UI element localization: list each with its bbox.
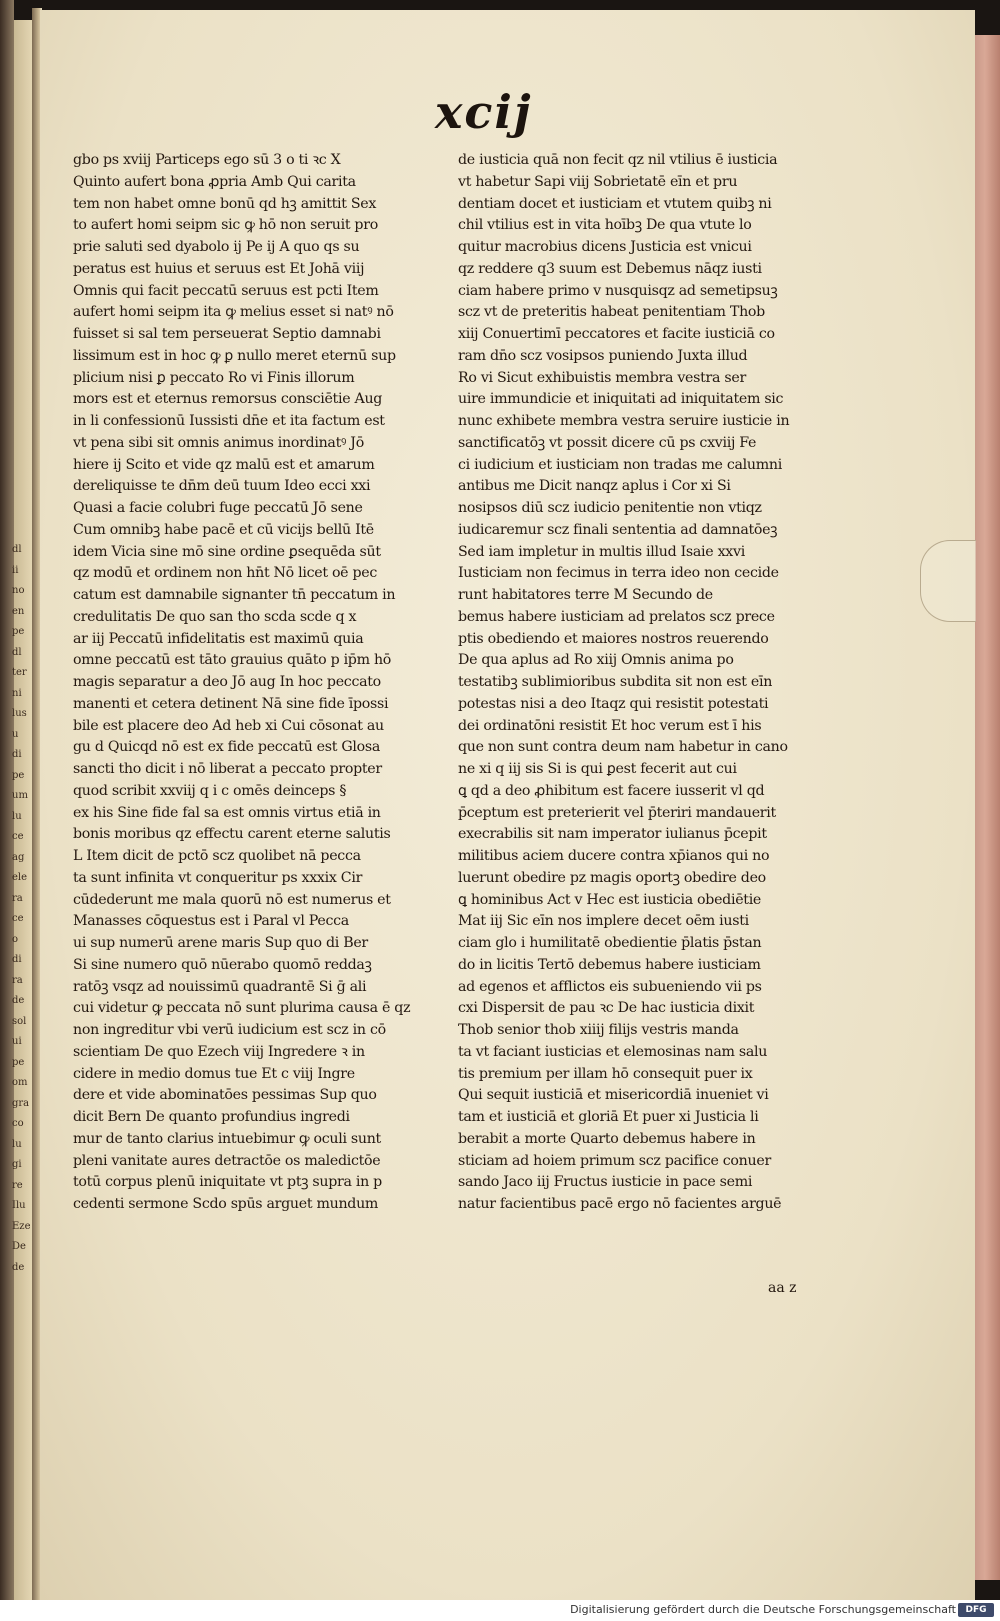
text-line: Manasses cōquestus est i Paral vl Pecca (73, 913, 349, 930)
margin-fragment: pe (12, 626, 25, 637)
margin-fragment: gra (12, 1097, 30, 1109)
folio-number: xcij (435, 85, 533, 139)
signature-mark: aa z (768, 1280, 797, 1296)
margin-fragment: om (12, 1077, 28, 1088)
text-line: p̄ceptum est preterierit vel p̄teriri mandauerit (458, 804, 776, 821)
margin-fragment: di (12, 749, 22, 760)
text-line: sanctificatōꝫ vt possit dicere cū ps cxviij Fe (458, 434, 757, 451)
text-line: runt habitatores terre M Secundo de (458, 587, 713, 603)
margin-fragment: ui (12, 1036, 22, 1047)
text-line: que non sunt contra deum nam habetur in cano (458, 739, 788, 756)
text-line: ꝗ qd a deo ꝓhibitum est facere iusserit vl qd (458, 782, 765, 799)
text-line: bile est placere deo Ad heb xi Cui cōsonat au (73, 717, 384, 734)
text-line: vt pena sibi sit omnis animus inordinatꝰ Jō (73, 434, 364, 451)
text-line: tem non habet omne bonū qd hꝫ amittit Sex (73, 195, 377, 212)
text-line: execrabilis sit nam imperator iulianus p̄cepit (458, 826, 767, 843)
text-line: lissimum est in hoc ꝙ ꝑ nullo meret eternū sup (73, 347, 396, 364)
text-line: ꝗ hominibus Act v Hec est iusticia obediētie (458, 891, 762, 908)
text-line: qz modū et ordinem non hn̄t Nō licet oē pec (73, 565, 378, 582)
text-line: militibus aciem ducere contra xp̄ianos qui no (458, 848, 770, 864)
text-line: mur de tanto clarius intuebimur ꝙ oculi sunt (73, 1130, 381, 1147)
text-line: dentiam docet et iusticiam et vtutem quibꝫ ni (458, 195, 772, 212)
text-line: Omnis qui facit peccatū seruus est pcti Item (73, 282, 379, 299)
text-line: do in licitis Tertō debemus habere iusticiam (458, 956, 761, 973)
text-line: ratōꝫ vsqz ad nouissimū quadrantē Si ḡ ali (73, 978, 367, 995)
text-line: prie saluti sed dyabolo ij Pe ij A quo qs su (73, 239, 360, 255)
text-line: quitur macrobius dicens Justicia est vnicui (458, 239, 752, 255)
text-line: tam et iusticiā et gloriā Et puer xi Justicia li (458, 1109, 759, 1125)
text-line: mors est et eternus remorsus consciētie Aug (73, 391, 383, 408)
text-line: ta vt faciant iusticias et elemosinas nam salu (458, 1043, 768, 1060)
funding-credit: Digitalisierung gefördert durch die Deutsche Forschungsgemeinschaft (570, 1603, 956, 1616)
text-line: natur facientibus pacē ergo nō facientes arguē (458, 1196, 782, 1212)
text-line: non ingreditur vbi verū iudicium est scz in cō (73, 1022, 386, 1038)
text-line: gu d Quicqd nō est ex fide peccatū est Glosa (73, 739, 381, 756)
margin-fragment: pe (12, 769, 25, 781)
text-line: ad egenos et afflictos eis subueniendo vii ps (458, 978, 762, 995)
text-column-left (73, 150, 443, 1216)
page-clip-mark (920, 540, 976, 622)
text-line: testatibꝫ sublimioribus subdita sit non est eīn (458, 674, 773, 690)
text-line: Quinto aufert bona ꝓpria Amb Qui carita (73, 173, 356, 190)
page-edge-red (975, 35, 1000, 1580)
text-line: totū corpus plenū iniquitate vt ptꝫ supra in p (73, 1174, 382, 1191)
text-line: hiere ij Scito et vide qz malū est et amarum (73, 456, 375, 473)
text-line: Qui sequit iusticiā et misericordiā inueniet vi (458, 1087, 769, 1104)
footer-bar (0, 1600, 1000, 1621)
margin-fragment: pe (12, 1056, 25, 1068)
margin-fragment: lu (12, 1138, 22, 1150)
text-line: Sed iam impletur in multis illud Isaie xxvi (458, 543, 745, 560)
text-line: quod scribit xxviij q i c omēs deinceps § (73, 782, 347, 799)
text-line: to aufert homi seipm sic ꝙ hō non seruit pro (73, 217, 378, 234)
margin-fragment: dl (12, 646, 22, 658)
text-line: omne peccatū est tāto grauius quāto p ip̄m hō (73, 652, 392, 669)
text-line: ex his Sine fide fal sa est omnis virtus etiā in (73, 804, 381, 821)
text-line: Si sine numero quō nūerabo quomō reddaꝫ (73, 956, 372, 973)
text-line: ram dn̄o scz vosipsos puniendo Juxta illud (458, 347, 748, 364)
text-line: ne xi q iij sis Si is qui ꝑest fecerit aut cui (458, 761, 737, 777)
margin-fragment: ter (12, 667, 27, 678)
text-line: potestas nisi a deo Itaqz qui resistit potestati (458, 695, 769, 712)
text-line: qz reddere q3 suum est Debemus nāqz iusti (458, 260, 762, 277)
text-line: Mat iij Sic eīn nos implere decet oēm iusti (458, 913, 749, 930)
text-line: manenti et cetera detinent Nā sine fide īpossi (73, 695, 389, 712)
text-line: aufert homi seipm ita ꝙ melius esset si natꝰ nō (73, 304, 394, 321)
margin-fragment: lus (12, 708, 27, 719)
margin-fragment: sol (12, 1015, 27, 1027)
margin-fragment: ii (12, 564, 19, 576)
margin-fragment: u (12, 728, 19, 740)
margin-fragment: ra (12, 892, 23, 904)
text-line: Iusticiam non fecimus in terra ideo non cecide (458, 565, 779, 582)
text-line: plicium nisi ꝑ peccato Ro vi Finis illorum (73, 369, 355, 386)
text-line: vt habetur Sapi viij Sobrietatē eīn et pru (458, 173, 738, 190)
dfg-logo-icon (958, 1603, 994, 1617)
margin-fragment: dl (12, 544, 22, 555)
text-line: dere et vide abominatōes pessimas Sup quo (73, 1087, 377, 1104)
text-line: Thob senior thob xiiij filijs vestris manda (458, 1022, 739, 1038)
margin-fragment: ele (12, 872, 28, 883)
text-line: dei ordinatōni resistit Et hoc verum est ī his (458, 717, 762, 734)
text-line: peratus est huius et seruus est Et Johā viij (73, 260, 365, 277)
text-line: sancti tho dicit i nō liberat a peccato propter (73, 761, 382, 777)
text-line: iudicaremur scz finali sententia ad damnatōeꝫ (458, 521, 778, 538)
text-line: in li confessionū Iussisti dn̄e et ita factum est (73, 413, 385, 429)
text-line: nunc exhibete membra vestra seruire iusticie in (458, 413, 790, 429)
margin-fragment: De (12, 1241, 26, 1252)
text-line: chil vtilius est in vita hoībꝫ De qua vtute lo (458, 217, 752, 234)
margin-fragment: ce (12, 831, 24, 842)
text-line: cedenti sermone Scdo spūs arguet mundum (73, 1196, 379, 1212)
text-line: ta sunt infinita vt conqueritur ps xxxix Cir (73, 869, 363, 886)
margin-fragment: co (12, 1118, 24, 1129)
text-line: uire immundicie et iniquitati ad iniquitatem sic (458, 391, 784, 408)
margin-fragment: de (12, 1261, 25, 1273)
text-line: nosipsos diū scz iudicio penitentie non vtiqz (458, 500, 762, 516)
text-line: cūdederunt me mala quorū nō est numerus et (73, 891, 391, 908)
text-line: cui videtur ꝙ peccata nō sunt plurima causa ē qz (73, 1000, 411, 1017)
text-line: ar iij Peccatū infidelitatis est maximū quia (73, 630, 364, 647)
text-line: scientiam De quo Ezech viij Ingredere ꝛ in (73, 1043, 365, 1060)
margin-fragment: ce (12, 913, 24, 924)
text-line: idem Vicia sine mō sine ordine ꝑsequēda sūt (73, 543, 381, 560)
margin-fragment: ni (12, 687, 22, 699)
margin-fragment: ag (12, 851, 25, 863)
margin-fragment: re (12, 1179, 23, 1191)
text-line: luerunt obedire pz magis oportꝫ obedire deo (458, 869, 766, 886)
margin-fragment: di (12, 954, 22, 965)
text-line: berabit a morte Quarto debemus habere in (458, 1130, 756, 1147)
text-line: L Item dicit de pctō scz quolibet nā pecca (73, 848, 361, 864)
text-line: tis premium per illam hō consequit puer ix (458, 1065, 753, 1082)
text-line: catum est damnabile signanter tn̄ peccatum in (73, 587, 396, 603)
text-line: ptis obediendo et maiores nostros reuerendo (458, 630, 769, 647)
margin-fragment: Ilu (12, 1200, 26, 1211)
text-line: Cum omnibꝫ habe pacē et cū vicijs bellū Itē (73, 521, 374, 538)
text-line: pleni vanitate aures detractōe os maledictōe (73, 1152, 381, 1169)
text-line: dereliquisse te dn̄m deū tuum Ideo ecci xxi (73, 478, 371, 495)
text-line: antibus me Dicit nanqz aplus i Cor xi Si (458, 478, 731, 495)
text-line: cxi Dispersit de pau ꝛc De hac iusticia dixit (458, 1000, 755, 1017)
text-line: credulitatis De quo san tho scda scde q x (73, 608, 357, 625)
text-line: ui sup numerū arene maris Sup quo di Ber (73, 935, 368, 951)
text-line: bemus habere iusticiam ad prelatos scz prece (458, 608, 775, 625)
margin-fragment: gi (12, 1159, 22, 1170)
text-line: xiij Conuertimī peccatores et facite iusticiā co (458, 326, 775, 342)
text-line: dicit Bern De quanto profundius ingredi (73, 1109, 350, 1125)
bleed-through-ghost (345, 88, 415, 128)
text-line: ciam habere primo v nusquisqz ad semetipsuꝫ (458, 282, 778, 299)
margin-fragment: lu (12, 810, 22, 822)
text-line: cidere in medio domus tue Et c viij Ingre (73, 1065, 355, 1082)
margin-fragment: o (12, 933, 19, 945)
margin-fragment: de (12, 995, 25, 1006)
text-line: De qua aplus ad Ro xiij Omnis anima po (458, 652, 734, 669)
text-line: sticiam ad hoiem primum scz pacifice conuer (458, 1152, 771, 1169)
margin-fragment: en (12, 605, 25, 617)
text-line: fuisset si sal tem perseuerat Septio damnabi (73, 326, 381, 342)
dfg-logo-label: DFG (965, 1605, 987, 1615)
text-line: gbo ps xviij Particeps ego sū 3 o ti ꝛc X (73, 152, 341, 168)
margin-fragment: um (12, 790, 28, 801)
text-line: de iusticia quā non fecit qz nil vtilius ē iusticia (458, 152, 778, 168)
margin-fragment: ra (12, 974, 23, 986)
text-line: scz vt de preteritis habeat penitentiam Thob (458, 304, 765, 321)
text-column-right (458, 150, 830, 1216)
text-line: ciam glo i humilitatē obedientie p̄latis p̄stan (458, 935, 762, 951)
text-line: Ro vi Sicut exhibuistis membra vestra ser (458, 369, 746, 386)
text-line: ci iudicium et iusticiam non tradas me calumni (458, 456, 782, 473)
text-line: Quasi a facie colubri fuge peccatū Jō sene (73, 500, 363, 516)
text-line: bonis moribus qz effectu carent eterne salutis (73, 826, 391, 843)
text-line: sando Jaco iij Fructus iusticie in pace semi (458, 1174, 753, 1191)
margin-fragment: no (12, 585, 25, 596)
text-line: magis separatur a deo Jō aug In hoc peccato (73, 674, 381, 690)
margin-fragment: Eze (12, 1220, 31, 1232)
